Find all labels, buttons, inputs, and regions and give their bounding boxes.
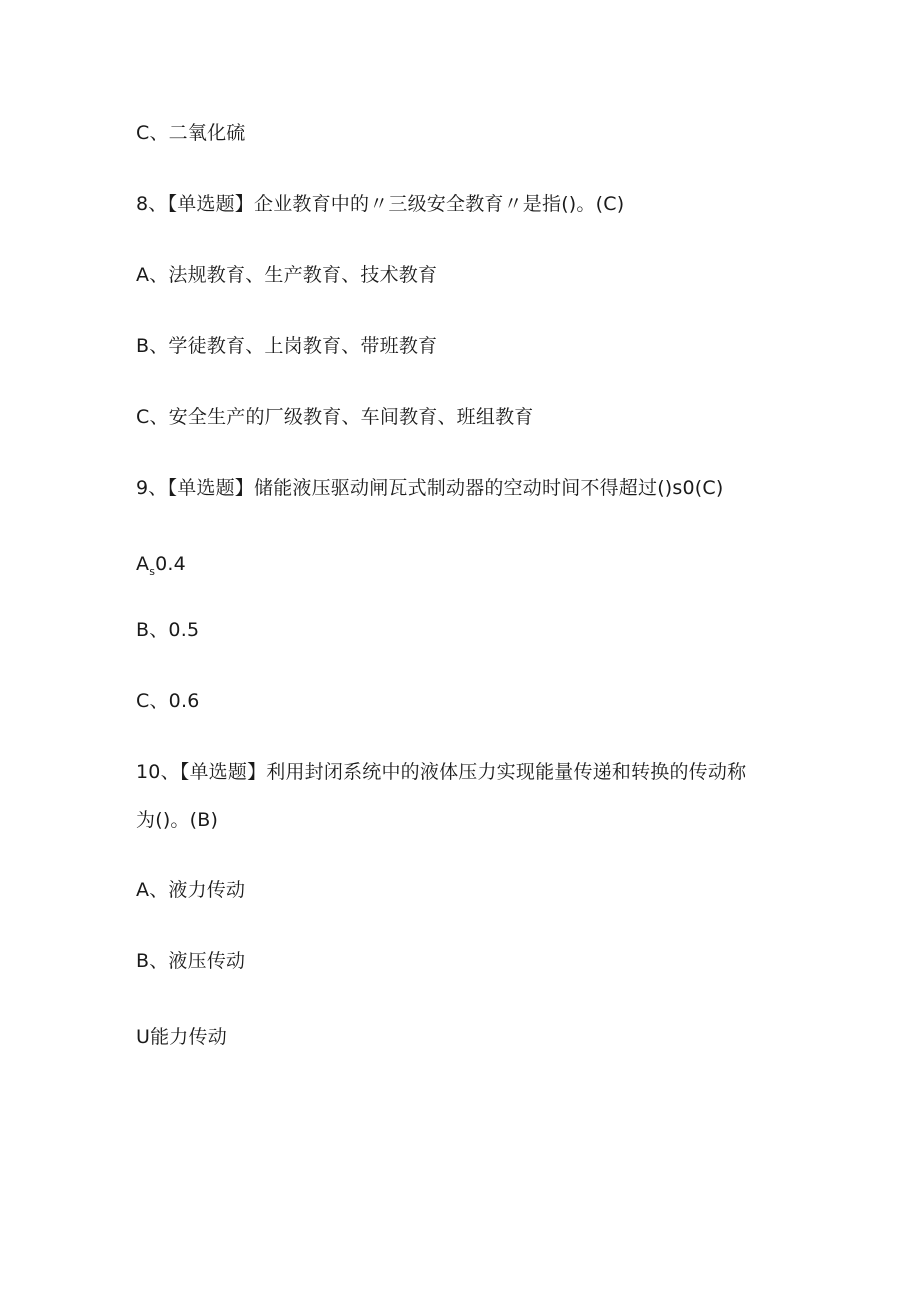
option-a-q8: A、法规教育、生产教育、技术教育: [136, 264, 438, 286]
question-10-line-2: 为()。(B): [136, 809, 219, 831]
option-c-q9: C、0.6: [136, 690, 200, 712]
option-a-q9-subscript: s: [149, 565, 156, 578]
option-b-q10: B、液压传动: [136, 950, 246, 972]
option-a-q9-value: 0.4: [155, 553, 186, 575]
option-c-q8: C、安全生产的厂级教育、车间教育、班组教育: [136, 406, 534, 428]
option-b-q9: B、0.5: [136, 619, 200, 641]
option-c-q10: U能力传动: [136, 1026, 227, 1048]
question-8: 8、【单选题】企业教育中的〃三级安全教育〃是指()。(C): [136, 193, 625, 215]
option-b-q8: B、学徒教育、上岗教育、带班教育: [136, 335, 438, 357]
question-9: 9、【单选题】储能液压驱动闸瓦式制动器的空动时间不得超过()s0(C): [136, 477, 724, 499]
option-c-q7: C、二氧化硫: [136, 122, 246, 144]
question-10-line-1: 10、【单选题】利用封闭系统中的液体压力实现能量传递和转换的传动称: [136, 761, 747, 783]
option-a-q9: [136, 552, 186, 584]
option-a-q9-prefix: A: [136, 553, 150, 575]
option-a-q10: A、液力传动: [136, 879, 246, 901]
